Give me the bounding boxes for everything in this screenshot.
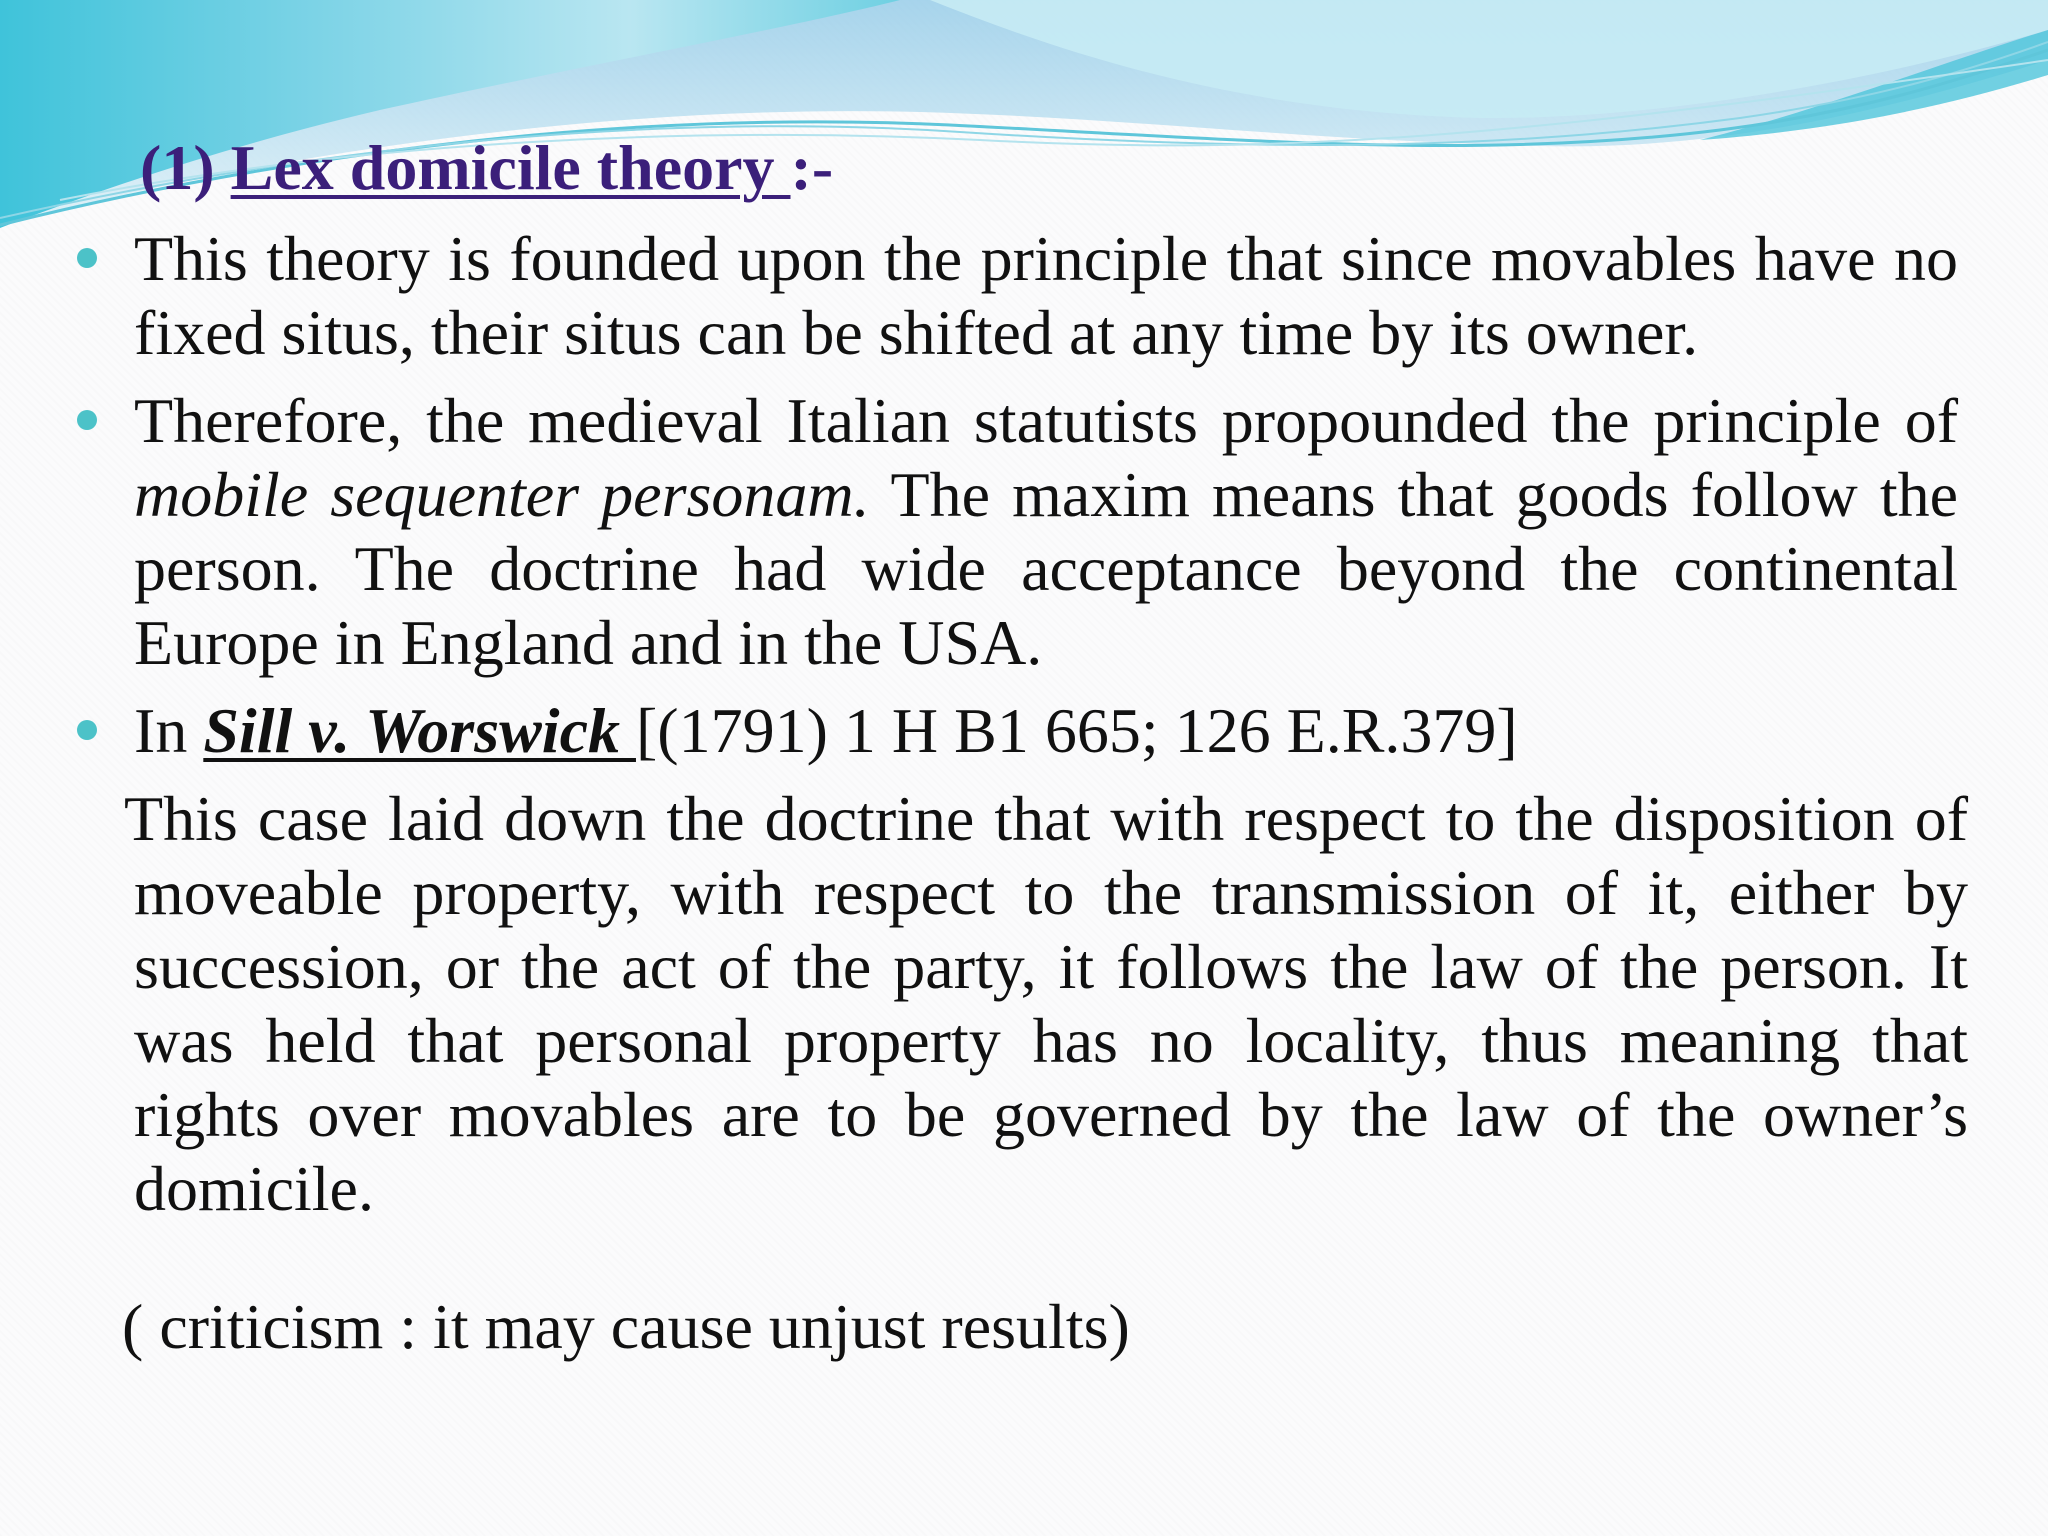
maxim-latin: mobile sequenter personam. (134, 459, 870, 530)
case-name: Sill v. Worswick (203, 695, 636, 766)
slide-title (140, 122, 833, 214)
bullet-item-theory (134, 222, 1958, 370)
bullet-item-maxim (134, 384, 1958, 680)
title-suffix: :- (790, 132, 834, 203)
title-number: (1) (140, 132, 231, 203)
bullet-dot-icon (77, 410, 97, 430)
bullet-text-before: Therefore, the medieval Italian statutists propounded the principle of (134, 385, 1958, 456)
bullet-dot-icon (77, 720, 97, 740)
bullet-text-after: The maxim means that goods follow the person. The doctrine had wide acceptance beyond the continental Europe in England and in the USA. (134, 459, 1959, 678)
case-citation: [(1791) 1 H B1 665; 126 E.R.379] (635, 695, 1518, 766)
bullet-text-before: In (134, 695, 204, 766)
bullet-dot-icon (77, 248, 97, 268)
case-paragraph: This case laid down the doctrine that with respect to the disposition of moveable property, with respect to the transmission of it, either by succession, or the act of the party, it follows the law of the person. It was held that personal property has no locality, thus meaning that rights over movables are to be governed by the law of the owner’s domicile. (124, 783, 1968, 1224)
title-text: Lex domicile theory (230, 132, 791, 203)
bullet-text: This theory is founded upon the principle that since movables have no fixed situs, their situs can be shifted at any time by its owner. (134, 223, 1958, 368)
bullet-item-case (134, 694, 1958, 768)
criticism-note: ( criticism : it may cause unjust results) (122, 1291, 1130, 1362)
slide-content (0, 222, 2048, 1364)
